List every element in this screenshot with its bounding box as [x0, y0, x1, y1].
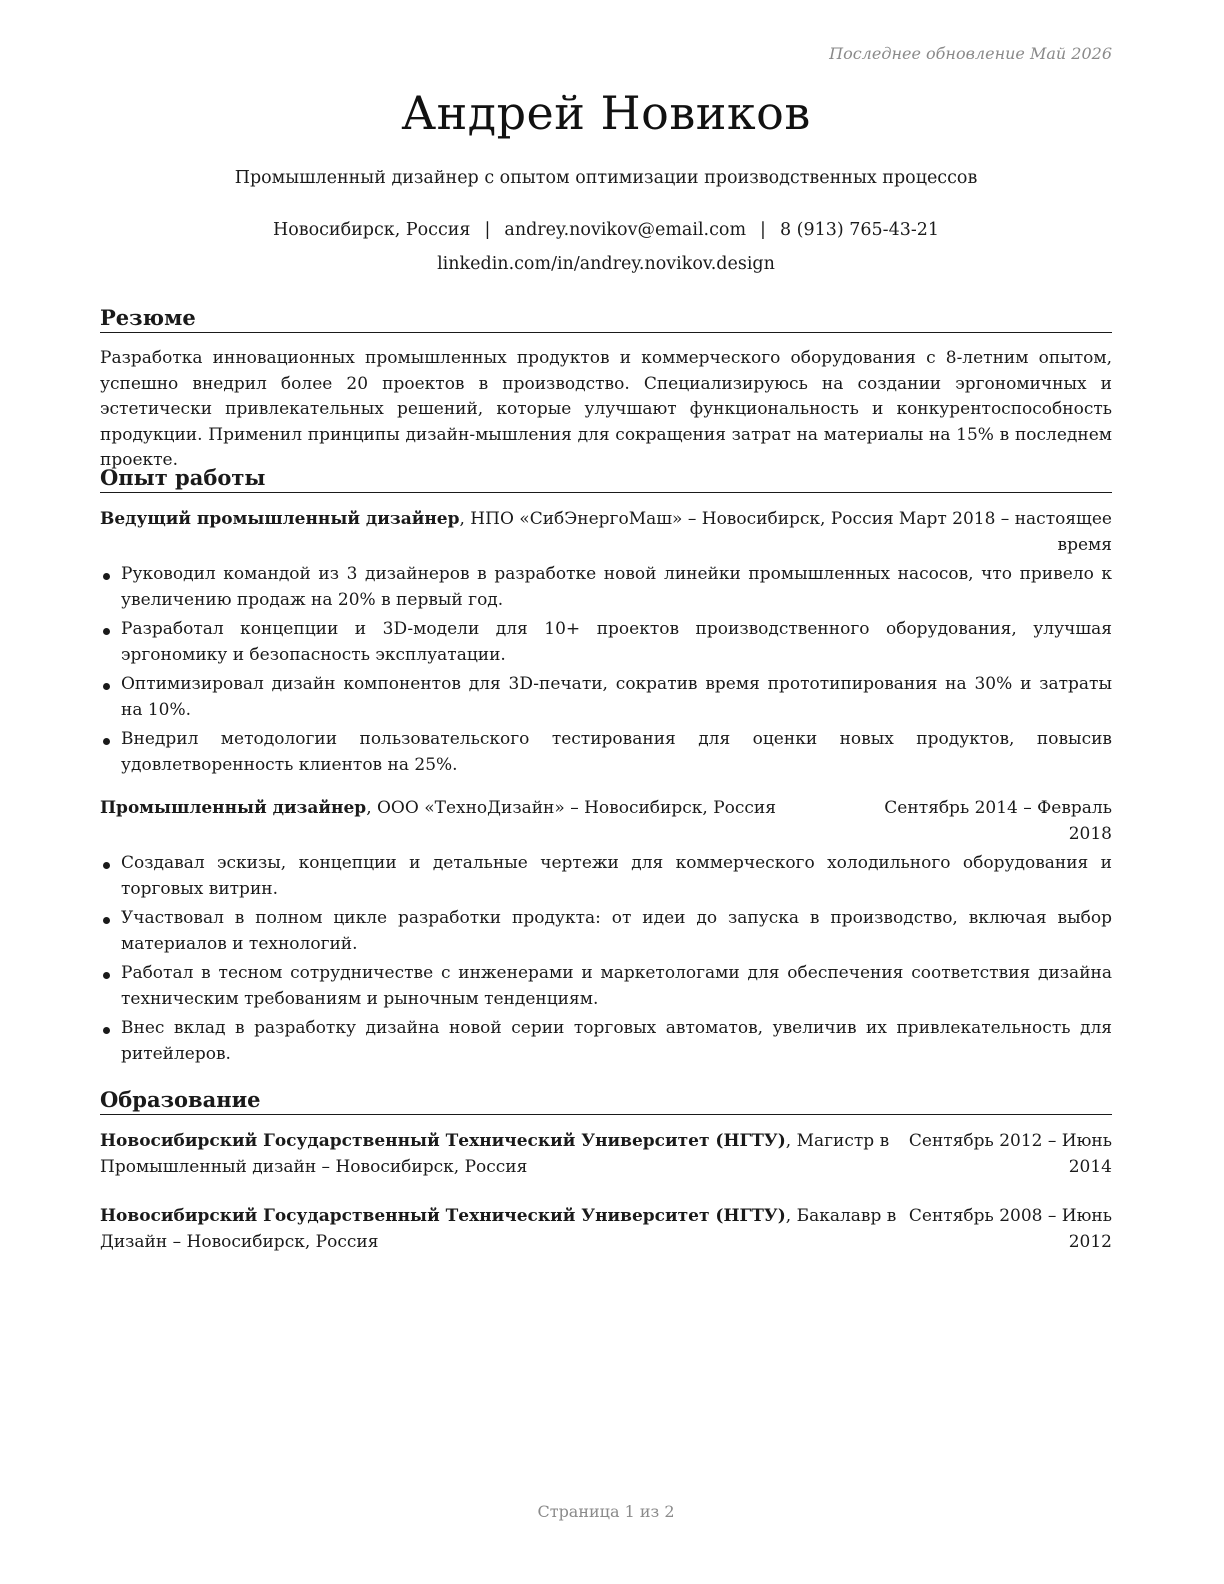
job-bullets — [100, 851, 1112, 1067]
job-bullets — [100, 562, 1112, 778]
education-dates: 2012 — [1068, 1231, 1112, 1252]
education-dates: Сентябрь 2012 – Июнь — [908, 1131, 1112, 1151]
candidate-name: Андрей Новиков — [401, 86, 811, 140]
candidate-subtitle: Промышленный дизайнер с опытом оптимизации производственных процессов — [234, 168, 978, 188]
bullet-icon — [103, 917, 110, 924]
list-item: Внедрил методологии пользовательского тестирования для оценки новых продуктов, повысив удовлетворенность клиентов на 25%. — [100, 727, 1112, 778]
contact-separator: | — [760, 220, 766, 240]
education-degree: , Магистр в — [785, 1131, 890, 1151]
contact-email[interactable]: andrey.novikov@email.com — [504, 220, 747, 240]
bullet-icon — [103, 1027, 110, 1034]
contact-line — [100, 220, 1112, 240]
last-updated: Последнее обновление Май 2026 — [829, 44, 1112, 63]
list-item: Участвовал в полном цикле разработки продукта: от идеи до запуска в производство, включая выбор материалов и технологий. — [100, 906, 1112, 957]
contact-separator: | — [484, 220, 491, 240]
bullet-icon — [103, 862, 110, 869]
job-header — [100, 507, 1112, 558]
job-company: , ООО «ТехноДизайн» – Новосибирск, Россия — [366, 798, 776, 818]
list-item: Руководил командой из 3 дизайнеров в разработке новой линейки промышленных насосов, что привело к увеличению продаж на 20% в первый год. — [100, 562, 1112, 613]
list-item: Создавал эскизы, концепции и детальные чертежи для коммерческого холодильного оборудования и торговых витрин. — [100, 851, 1112, 902]
section-title-summary: Резюме — [100, 305, 1112, 333]
contact-location: Новосибирск, Россия — [272, 220, 471, 240]
education-entry — [100, 1204, 1112, 1255]
experience-section — [100, 465, 1112, 1071]
bullet-icon — [103, 628, 110, 635]
education-school: Новосибирский Государственный Технический Университет (НГТУ) — [100, 1206, 786, 1226]
education-section — [100, 1087, 1112, 1255]
list-item: Работал в тесном сотрудничестве с инженерами и маркетологами для обеспечения соответствия дизайна техническим требованиям и рыночным тенденциям. — [100, 961, 1112, 1012]
job-company: , НПО «СибЭнергоМаш» – Новосибирск, Россия — [459, 509, 894, 529]
education-degree: , Бакалавр в — [785, 1206, 897, 1226]
resume-page — [100, 0, 1112, 1584]
job-dates: Март 2018 – настоящее время — [898, 509, 1112, 555]
education-dates: 2014 — [1068, 1156, 1112, 1177]
education-school: Новосибирский Государственный Технический Университет (НГТУ) — [100, 1131, 786, 1151]
job-entry — [100, 796, 1112, 1067]
list-item: Оптимизировал дизайн компонентов для 3D-печати, сократив время прототипирования на 30% и затраты на 10%. — [100, 672, 1112, 723]
section-title-experience: Опыт работы — [100, 465, 1112, 493]
job-dates: Сентябрь 2014 – Февраль 2018 — [884, 798, 1112, 844]
list-item: Внес вклад в разработку дизайна новой серии торговых автоматов, увеличив их привлекательность для ритейлеров. — [100, 1016, 1112, 1067]
job-entry — [100, 507, 1112, 778]
bullet-icon — [103, 573, 110, 580]
job-role: Промышленный дизайнер — [100, 798, 367, 818]
page-number: Страница 1 из 2 — [537, 1502, 675, 1521]
education-program: Дизайн – Новосибирск, Россия — [100, 1231, 379, 1252]
bullet-icon — [103, 972, 110, 979]
job-header — [100, 796, 1112, 847]
contact-linkedin[interactable]: linkedin.com/in/andrey.novikov.design — [437, 254, 775, 274]
job-role: Ведущий промышленный дизайнер — [100, 509, 460, 529]
education-dates: Сентябрь 2008 – Июнь — [908, 1206, 1112, 1226]
education-program: Промышленный дизайн – Новосибирск, Россия — [100, 1156, 528, 1177]
bullet-icon — [103, 683, 110, 690]
bullet-icon — [103, 738, 110, 745]
summary-section — [100, 305, 1112, 474]
contact-phone[interactable]: 8 (913) 765-43-21 — [779, 220, 940, 240]
summary-text: Разработка инновационных промышленных продуктов и коммерческого оборудования с 8-летним опытом, успешно внедрил более 20 проектов в производство. Специализируюсь на создании эргономичных и эстетически привлекательных решений, которые улучшают функциональность и конкурентоспособность продукции. Применил принципы дизайн-мышления для сокращения затрат на материалы на 15% в последнем проекте. — [100, 348, 1112, 470]
education-entry — [100, 1129, 1112, 1180]
section-title-education: Образование — [100, 1087, 1112, 1115]
list-item: Разработал концепции и 3D-модели для 10+ проектов производственного оборудования, улучшая эргономику и безопасность эксплуатации. — [100, 617, 1112, 668]
